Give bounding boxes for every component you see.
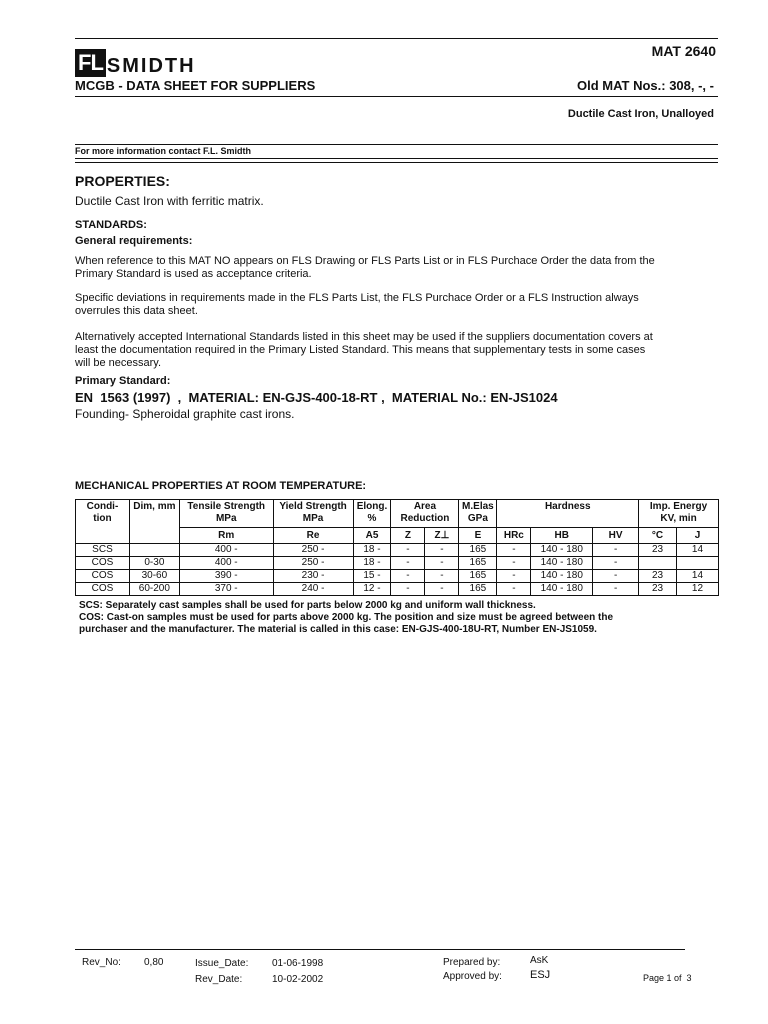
paragraph-line: least the documentation required in the Primary Listed Standard. This means that supplementary tests in some cases: [75, 344, 646, 356]
table-cell: 370 -: [179, 583, 273, 596]
table-row: [76, 570, 719, 583]
table-cell: 400 -: [179, 557, 273, 570]
paragraph-line: Specific deviations in requirements made in the FLS Parts List, the FLS Purchace Order or a FLS Instruction always: [75, 292, 639, 304]
col-hardness: [497, 500, 639, 528]
table-cell: 140 - 180: [531, 557, 593, 570]
issue-date-value: 01-06-1998: [272, 958, 324, 969]
table-cell: 400 -: [179, 544, 273, 557]
table-row: [76, 544, 719, 557]
contact-bottom-rule-2: [75, 162, 718, 163]
note-scs: SCS: Separately cast samples shall be used for parts below 2000 kg and uniform wall thickness.: [79, 600, 536, 611]
table-cell: 15 -: [353, 570, 391, 583]
logo-wordmark: SMIDTH: [106, 55, 196, 77]
rev-no-value: 0,80: [144, 957, 164, 968]
table-cell: SCS: [76, 544, 130, 557]
header-text: Hardness: [544, 501, 591, 512]
table-cell: -: [497, 570, 531, 583]
subheader-cell: J: [676, 528, 718, 544]
header-text: MPa: [302, 513, 324, 524]
table-cell: -: [425, 583, 459, 596]
table-cell: -: [391, 544, 425, 557]
col-elongation: [353, 500, 391, 528]
paragraph-line: When reference to this MAT NO appears on FLS Drawing or FLS Parts List or in FLS Purchace Order the data from the: [75, 255, 655, 267]
table-cell: 140 - 180: [531, 583, 593, 596]
table-cell: 140 - 180: [531, 570, 593, 583]
contact-note: For more information contact F.L. Smidth: [75, 146, 252, 156]
primary-standard-heading: Primary Standard:: [75, 375, 171, 387]
table-cell: 23: [639, 583, 677, 596]
subheader-cell: Re: [273, 528, 353, 544]
approved-by-label: Approved by:: [443, 971, 502, 982]
table-notes: [79, 600, 613, 636]
paragraph-line: Primary Standard is used as acceptance criteria.: [75, 268, 312, 280]
table-cell: 0-30: [129, 557, 179, 570]
standards-heading: STANDARDS:: [75, 219, 147, 231]
table-cell: 18 -: [353, 544, 391, 557]
subheader-cell: Z⊥: [425, 528, 459, 544]
mechanical-heading: MECHANICAL PROPERTIES AT ROOM TEMPERATURE:: [75, 480, 367, 492]
subheader-cell: HRc: [497, 528, 531, 544]
header-text: Imp. Energy: [649, 501, 708, 512]
table-cell: [639, 557, 677, 570]
subheader-cell: A5: [353, 528, 391, 544]
table-cell: 165: [459, 570, 497, 583]
contact-top-rule: [75, 144, 718, 145]
document-title: MCGB - DATA SHEET FOR SUPPLIERS: [75, 78, 316, 93]
logo-mark: FL: [75, 49, 106, 77]
rev-no-label: Rev_No:: [82, 957, 121, 968]
general-requirements-heading: General requirements:: [75, 235, 193, 247]
header-text: KV, min: [660, 513, 697, 524]
table-cell: 165: [459, 583, 497, 596]
table-cell: 30-60: [129, 570, 179, 583]
paragraph-line: Alternatively accepted International Standards listed in this sheet may be used if the suppliers documentation covers at: [75, 331, 653, 343]
subheader-cell: Z: [391, 528, 425, 544]
table-cell: 250 -: [273, 557, 353, 570]
table-cell: COS: [76, 583, 130, 596]
col-dimension: [129, 500, 179, 544]
table-cell: 140 - 180: [531, 544, 593, 557]
issue-date-label: Issue_Date:: [195, 958, 249, 969]
table-cell: 250 -: [273, 544, 353, 557]
table-cell: 230 -: [273, 570, 353, 583]
table-cell: -: [593, 544, 639, 557]
table-cell: 240 -: [273, 583, 353, 596]
table-cell: COS: [76, 570, 130, 583]
properties-text: Ductile Cast Iron with ferritic matrix.: [75, 194, 264, 208]
old-mat-numbers: Old MAT Nos.: 308, -, -: [577, 78, 714, 93]
properties-heading: PROPERTIES:: [75, 173, 170, 189]
table-cell: -: [391, 583, 425, 596]
table-cell: -: [425, 570, 459, 583]
col-modulus: [459, 500, 497, 528]
table-cell: 390 -: [179, 570, 273, 583]
table-row: [76, 557, 719, 570]
header-text: Tensile Strength: [187, 501, 266, 512]
col-tensile: [179, 500, 273, 528]
header-text: Condi-: [86, 501, 119, 512]
table-cell: 23: [639, 570, 677, 583]
header-text: GPa: [467, 513, 488, 524]
rev-date-label: Rev_Date:: [195, 974, 243, 985]
header-rule: [75, 96, 718, 97]
table-cell: 165: [459, 544, 497, 557]
header-text: tion: [93, 513, 112, 524]
col-impact-energy: [639, 500, 719, 528]
general-paragraph-2: [75, 292, 639, 318]
table-row: [76, 583, 719, 596]
primary-standard-line: EN 1563 (1997) , MATERIAL: EN-GJS-400-18-RT , MATERIAL No.: EN-JS1024: [75, 390, 558, 405]
table-cell: 165: [459, 557, 497, 570]
page-number: Page 1 of 3: [643, 973, 692, 983]
table-cell: -: [391, 570, 425, 583]
subheader-cell: HV: [593, 528, 639, 544]
col-area-reduction: [391, 500, 459, 528]
table-cell: -: [593, 557, 639, 570]
table-cell: 14: [676, 570, 718, 583]
header-text: %: [367, 513, 377, 524]
mechanical-properties-table: [75, 499, 719, 596]
header-text: Dim, mm: [133, 501, 176, 512]
table-cell: -: [425, 557, 459, 570]
table-cell: 23: [639, 544, 677, 557]
header-text: Yield Strength: [279, 501, 347, 512]
header-text: Reduction: [400, 513, 450, 524]
table-cell: -: [497, 583, 531, 596]
table-cell: -: [391, 557, 425, 570]
paragraph-line: will be necessary.: [75, 357, 161, 369]
header-text: Elong.: [356, 501, 388, 512]
table-cell: 60-200: [129, 583, 179, 596]
table-cell: 12: [676, 583, 718, 596]
table-cell: 18 -: [353, 557, 391, 570]
flsmidth-logo: [75, 43, 196, 77]
header-text: MPa: [215, 513, 237, 524]
rev-date-value: 10-02-2002: [272, 974, 324, 985]
subheader-cell: E: [459, 528, 497, 544]
top-rule: [75, 38, 718, 39]
subheader-cell: Rm: [179, 528, 273, 544]
table-cell: COS: [76, 557, 130, 570]
col-yield: [273, 500, 353, 528]
table-cell: 14: [676, 544, 718, 557]
prepared-by-label: Prepared by:: [443, 957, 501, 968]
subheader-cell: °C: [639, 528, 677, 544]
table-cell: -: [497, 557, 531, 570]
subheader-cell: HB: [531, 528, 593, 544]
table-header-row: [76, 500, 719, 528]
footer-rule: [75, 949, 685, 950]
primary-standard-description: Founding- Spheroidal graphite cast irons.: [75, 407, 295, 421]
approved-by-value: ESJ: [530, 969, 551, 981]
table-cell: 12 -: [353, 583, 391, 596]
table-cell: -: [425, 544, 459, 557]
header-text: M.Elas: [462, 501, 494, 512]
note-cos-line: purchaser and the manufacturer. The material is called in this case: EN-GJS-400-18U-RT, Number EN-JS1059.: [79, 624, 597, 635]
prepared-by-value: AsK: [530, 955, 549, 966]
contact-bottom-rule: [75, 158, 718, 159]
header-text: Area: [413, 501, 437, 512]
mat-number: MAT 2640: [651, 43, 716, 59]
general-paragraph-1: [75, 255, 655, 281]
general-paragraph-3: [75, 331, 653, 370]
table-cell: [129, 544, 179, 557]
table-cell: -: [593, 570, 639, 583]
table-cell: -: [497, 544, 531, 557]
material-subtitle: Ductile Cast Iron, Unalloyed: [567, 108, 714, 120]
note-cos-line: COS: Cast-on samples must be used for parts above 2000 kg. The position and size must be agreed between the: [79, 612, 614, 623]
table-cell: -: [593, 583, 639, 596]
paragraph-line: overrules this data sheet.: [75, 305, 198, 317]
col-condition: [76, 500, 130, 544]
table-cell: [676, 557, 718, 570]
